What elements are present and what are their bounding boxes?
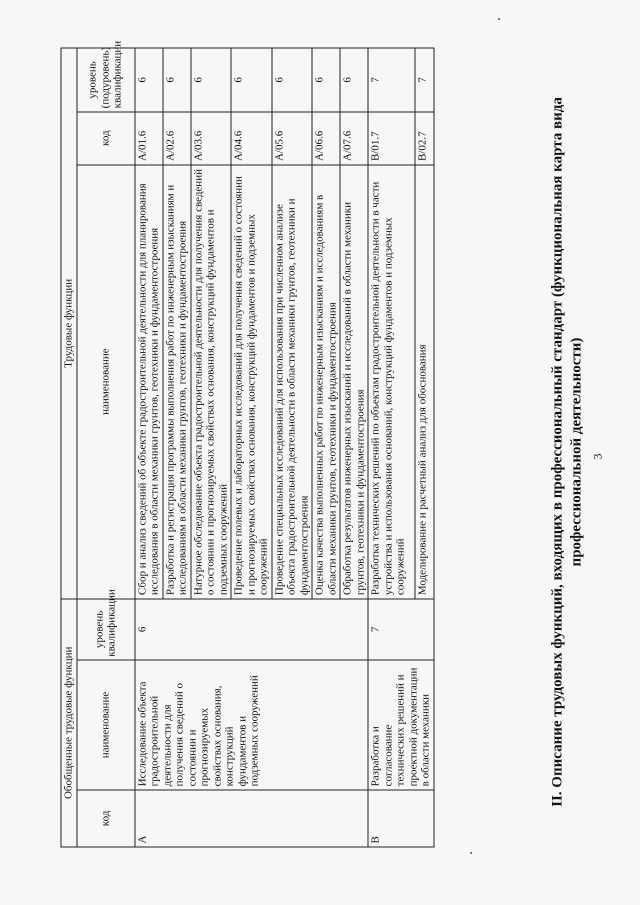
title-line-2: профессиональной деятельности)	[568, 337, 585, 567]
header-fn-level: уровень (подуровень) квалификации	[77, 48, 135, 112]
function-code: A/05.6	[272, 112, 313, 165]
function-code: B/02.7	[415, 112, 433, 165]
function-name: Оценка качества выполненных работ по инженерным изысканиям и исследованиям в области механики грунтов, геотехники и фундаментостроения	[312, 165, 340, 599]
function-level: 6	[191, 48, 232, 112]
function-level: 6	[312, 48, 340, 112]
page-number: 3	[590, 453, 605, 460]
header-functions: Трудовые функции	[61, 48, 77, 599]
group-code: B	[368, 790, 434, 847]
speck-1	[498, 18, 500, 20]
header-level: уровень квалификации	[77, 599, 135, 661]
function-level: 6	[163, 48, 191, 112]
header-generalized: Обобщенные трудовые функции	[61, 599, 77, 847]
function-name: Разработка и регистрация программы выполнения работ по инженерным изысканиям и исследованиям в области механики грунтов, геотехники и фундаментостроения	[163, 165, 191, 599]
function-code: B/01.7	[368, 112, 415, 165]
function-code: A/03.6	[191, 112, 232, 165]
title-line-1: II. Описание трудовых функций, входящих в профессиональный стандарт (функциональная карта вида	[549, 97, 566, 807]
function-level: 6	[340, 48, 368, 112]
function-name: Проведение специальных исследований для использования при численном анализе объекта градостроительной деятельности в области механики грунтов, геотехники и фундаментостроения	[272, 165, 313, 599]
function-name: Сбор и анализ сведений об объекте градостроительной деятельности для планирования исследования в области механики грунтов, геотехники и фундаментостроения	[135, 165, 163, 599]
function-code: A/02.6	[163, 112, 191, 165]
group-name: Исследование объекта градостроительной деятельности для получения сведений о состоянии и прогнозируемых свойствах основания, конструкций фундаментов и подземных сооружений	[135, 660, 369, 790]
function-name: Моделирование и расчетный анализ для обоснования	[415, 165, 433, 599]
function-level: 6	[231, 48, 272, 112]
function-code: A/04.6	[231, 112, 272, 165]
function-code: A/01.6	[135, 112, 163, 165]
header-fn-name: наименование	[77, 165, 135, 599]
function-name: Натурное обследование объекта градостроительной деятельности для получения сведений о состоянии и прогнозируемых свойствах основания, конструкций фундаментов и подземных сооружений	[191, 165, 232, 599]
function-level: 7	[415, 48, 433, 112]
function-level: 6	[135, 48, 163, 112]
table-row	[368, 48, 415, 847]
function-name: Разработка технических решений по объектам градостроительной деятельности в части устройства и использования оснований, конструкций фундаментов и подземных сооружений	[368, 165, 415, 599]
header-name: наименование	[77, 660, 135, 790]
table-row	[135, 48, 163, 847]
section-title	[549, 50, 587, 855]
function-level: 7	[368, 48, 415, 112]
function-code: A/07.6	[340, 112, 368, 165]
header-code: код	[77, 790, 135, 847]
function-level: 6	[272, 48, 313, 112]
function-name: Обработка результатов инженерных изысканий и исследований в области механики грунтов, геотехники и фундаментостроения	[340, 165, 368, 599]
speck-2	[470, 852, 472, 854]
header-fn-code: код	[77, 112, 135, 165]
group-code: A	[135, 790, 369, 847]
group-level: 7	[368, 599, 434, 661]
group-name: Разработка и согласование технических решений и проектной документации в области механики	[368, 660, 434, 790]
rotated-content	[1, 0, 640, 905]
group-level: 6	[135, 599, 369, 661]
functional-map-table	[61, 40, 435, 848]
function-name: Проведение полевых и лабораторных исследований для получения сведений о состоянии и прогнозируемых свойствах основания, конструкций фундаментов и подземных сооружений	[231, 165, 272, 599]
function-code: A/06.6	[312, 112, 340, 165]
